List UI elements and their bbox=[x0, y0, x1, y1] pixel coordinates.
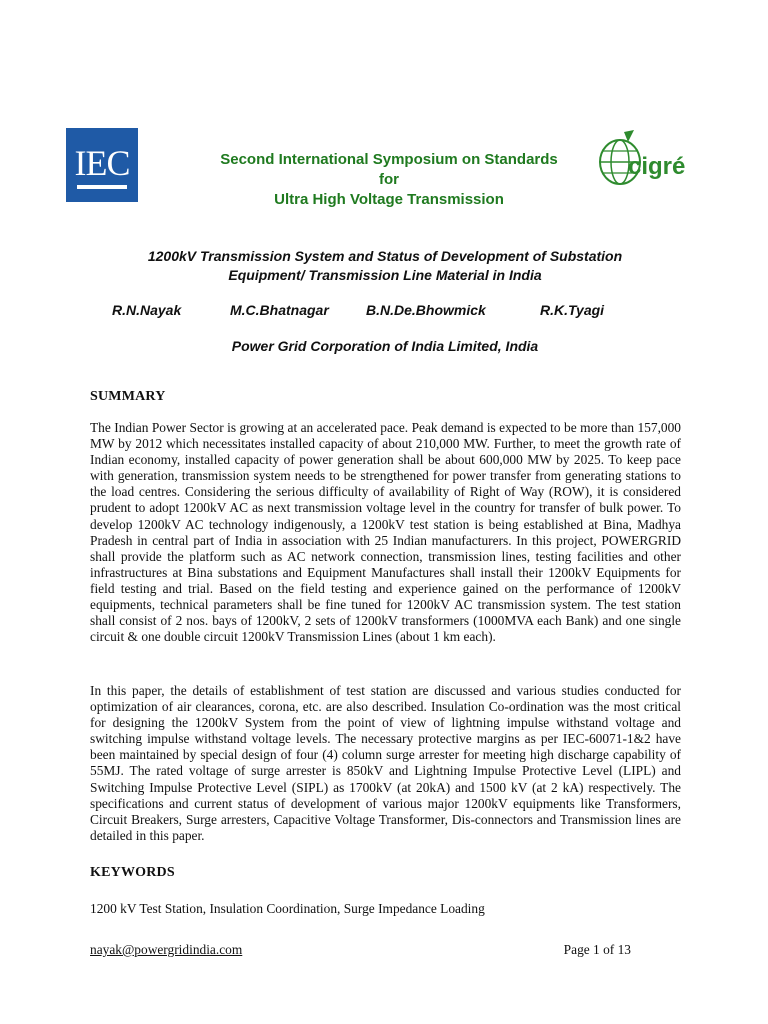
author-affiliation: Power Grid Corporation of India Limited, India bbox=[231, 338, 539, 354]
author-name: R.K.Tyagi bbox=[540, 302, 605, 318]
paper-title-line2: Equipment/ Transmission Line Material in India bbox=[228, 267, 542, 283]
author-name: B.N.De.Bhowmick bbox=[366, 302, 486, 318]
author-name: M.C.Bhatnagar bbox=[230, 302, 329, 318]
conference-title-line3: Ultra High Voltage Transmission bbox=[274, 191, 504, 208]
paper-title-line1: 1200kV Transmission System and Status of Development of Substation bbox=[147, 248, 623, 264]
page-number: Page 1 of 13 bbox=[563, 942, 631, 957]
summary-paragraph-2: In this paper, the details of establishment of test station are discussed and various studies conducted for optimization of air clearances, corona, etc. are also described. Insulation Co-ordination was the most critical for designing the 1200kV System from the point of view of lightning impulse withstand voltage and switching impulse withstand voltage levels. The necessary protective margins as per IEC-60071-1&2 have been maintained by special design of four (4) column surge arrester for meeting high discharge capability of 55MJ. The rated voltage of surge arrester is 850kV and Lightning Impulse Protective Level (LIPL) and Switching Impulse Protective Level (SIPL) as 1700kV (at 20kA) and 1500 kV (at 2 kA) respectively. The specifications and current status of development of various major 1200kV equipments like Transformers, Circuit Breakers, Surge arresters, Capacitive Voltage Transformer, Dis-connectors and Transmission lines are detailed in this paper. bbox=[90, 683, 681, 843]
summary-paragraph-1: The Indian Power Sector is growing at an accelerated pace. Peak demand is expected to be more than 157,000 MW by 2012 which necessitates installed capacity of about 210,000 MW. Further, to meet the growth rate of Indian economy, installed capacity of power generation shall be about 600,000 MW by 2025. To keep pace with generation, transmission system needs to be strengthened for power transfer from generating stations to the load centres. Considering the serious difficulty of availability of Right of Way (ROW), it is considered prudent to adopt 1200kV AC as next transmission voltage level in the country for transfer of bulk power. To develop 1200kV AC technology indigenously, a 1200kV test station is being established at Bina, Madhya Pradesh in central part of India in association with 25 Indian manufacturers. In this project, POWERGRID shall provide the platform such as AC network connection, transmission lines, testing facilities and other infrastructures at Bina substations and Equipment Manufactures shall install their 1200kV Equipments for field testing and trial. Based on the field testing and experience gained on the performance of 1200kV equipments, technical parameters shall be fine tuned for 1200kV AC transmission system. The test station shall consist of 2 nos. bays of 1200kV, 2 sets of 1200kV transformers (1000MVA each Bank) and one single circuit & one double circuit 1200kV Transmission Lines (about 1 km each). bbox=[90, 420, 681, 645]
conference-title-line1: Second International Symposium on Standards bbox=[220, 151, 558, 168]
footer-email-link[interactable]: nayak@powergridindia.com bbox=[90, 942, 243, 957]
author-name: R.N.Nayak bbox=[112, 302, 182, 318]
iec-logo-bar bbox=[77, 185, 127, 189]
keywords-text: 1200 kV Test Station, Insulation Coordination, Surge Impedance Loading bbox=[90, 901, 485, 916]
conference-title bbox=[150, 150, 628, 210]
paper-title bbox=[90, 247, 680, 285]
iec-logo bbox=[66, 128, 138, 202]
cigre-logo-text: cigré bbox=[628, 153, 686, 180]
summary-heading: SUMMARY bbox=[90, 389, 166, 404]
conference-title-line2: for bbox=[379, 171, 399, 188]
iec-logo-text: IEC bbox=[74, 143, 130, 183]
keywords-heading: KEYWORDS bbox=[90, 865, 175, 880]
